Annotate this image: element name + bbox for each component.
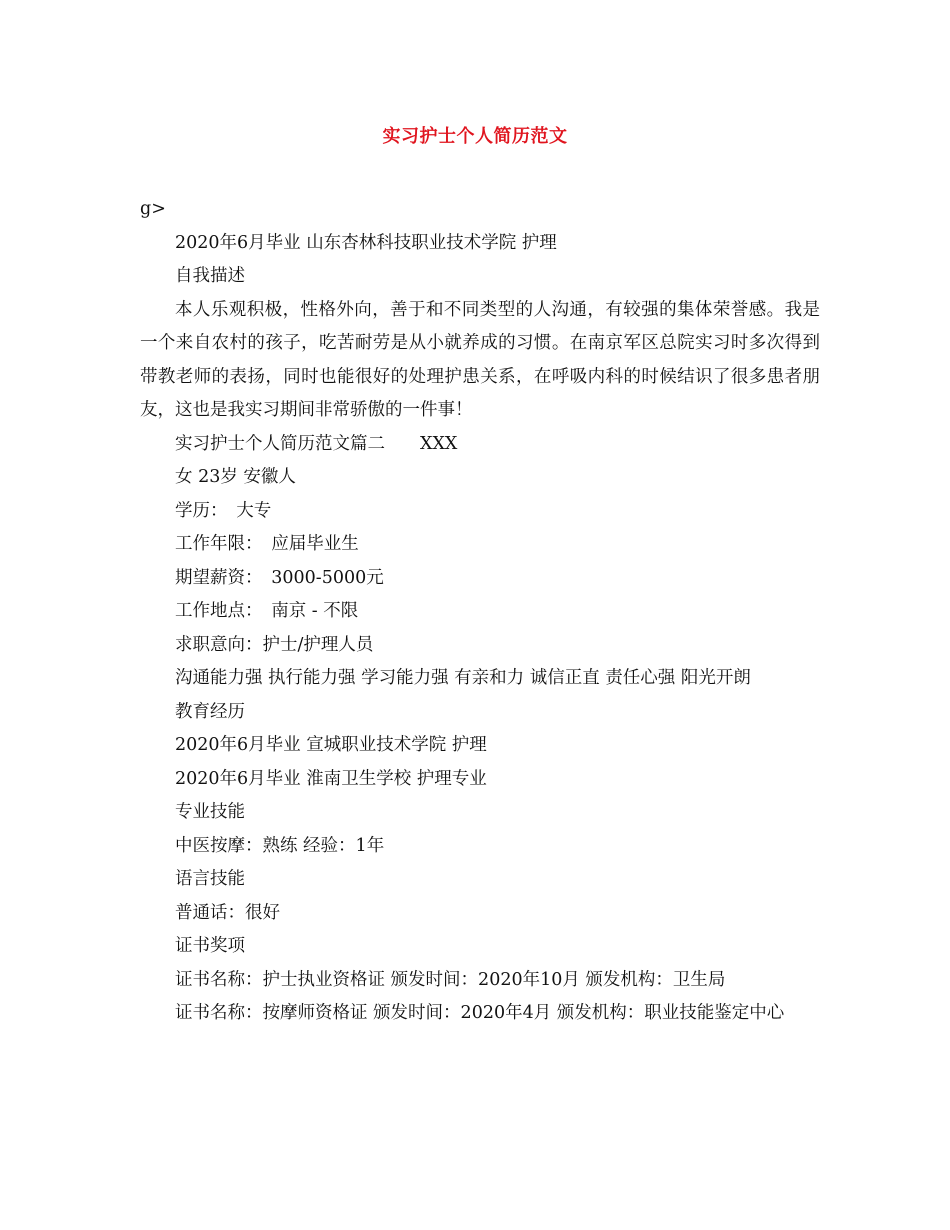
text-line: 工作地点： 南京 - 不限 bbox=[175, 601, 359, 621]
text-line: 2020年6月毕业 宣城职业技术学院 护理 bbox=[175, 735, 487, 755]
text-line: g> bbox=[140, 199, 166, 219]
text-line: 期望薪资： 3000-5000元 bbox=[175, 567, 384, 588]
text-line: 女 23岁 安徽人 bbox=[175, 467, 296, 487]
section-heading: 语言技能 bbox=[175, 869, 245, 889]
text-line: 证书名称：护士执业资格证 颁发时间：2020年10月 颁发机构：卫生局 bbox=[175, 969, 726, 990]
section-heading: 自我描述 bbox=[175, 266, 245, 286]
text-line: 普通话：很好 bbox=[175, 902, 280, 923]
text-line: 工作年限： 应届毕业生 bbox=[175, 534, 359, 554]
text-line: 证书名称：按摩师资格证 颁发时间：2020年4月 颁发机构：职业技能鉴定中心 bbox=[175, 1003, 785, 1023]
text-line: 中医按摩：熟练 经验：1年 bbox=[175, 835, 385, 856]
text-line: 求职意向：护士/护理人员 bbox=[175, 634, 374, 655]
document-body bbox=[140, 193, 820, 1031]
text-line: 实习护士个人简历范文篇二 XXX bbox=[175, 433, 458, 454]
self-description-paragraph: 本人乐观积极，性格外向，善于和不同类型的人沟通，有较强的集体荣誉感。我是一个来自农村的孩子，吃苦耐劳是从小就养成的习惯。在南京军区总院实习时多次得到带教老师的表扬，同时也能很好的处理护患关系，在呼吸内科的时候结识了很多患者朋友，这也是我实习期间非常骄傲的一件事！ bbox=[140, 299, 820, 420]
section-heading: 专业技能 bbox=[175, 802, 245, 822]
text-line: 学历： 大专 bbox=[175, 500, 272, 521]
section-heading: 教育经历 bbox=[175, 701, 245, 722]
text-line: 2020年6月毕业 山东杏林科技职业技术学院 护理 bbox=[175, 232, 557, 253]
document-title: 实习护士个人简历范文 bbox=[382, 126, 568, 147]
text-line: 2020年6月毕业 淮南卫生学校 护理专业 bbox=[175, 768, 487, 789]
section-heading: 证书奖项 bbox=[175, 936, 245, 956]
text-line: 沟通能力强 执行能力强 学习能力强 有亲和力 诚信正直 责任心强 阳光开朗 bbox=[175, 668, 751, 688]
